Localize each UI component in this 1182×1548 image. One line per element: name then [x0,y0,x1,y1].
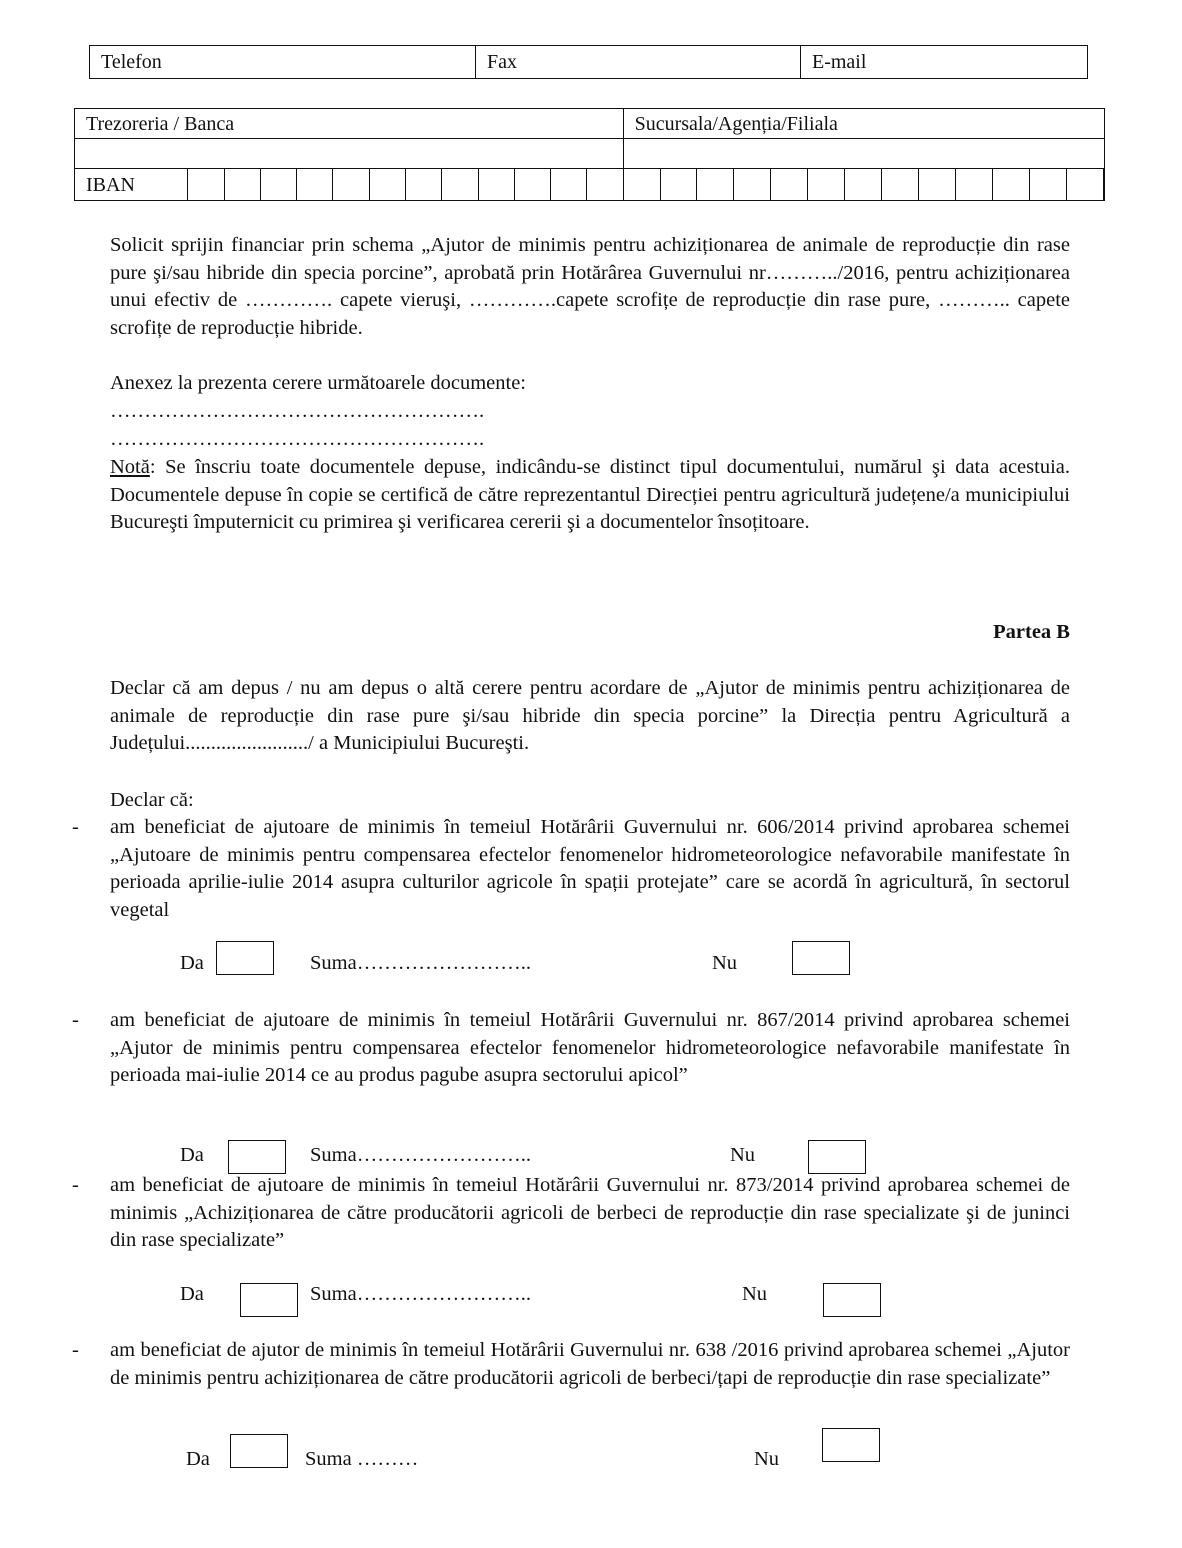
iban-cell[interactable] [992,169,1029,201]
iban-cell[interactable] [224,169,260,201]
trezoreria-field[interactable] [75,139,624,169]
annex-intro: Anexez la prezenta cerere următoarele documente: [110,372,527,394]
nu-checkbox[interactable] [792,941,850,975]
iban-cell[interactable] [808,169,845,201]
declaration-item-1: am beneficiat de ajutoare de minimis în temeiul Hotărârii Guvernului nr. 606/2014 privind aprobarea schemei „Ajutoare de minimis pentru compensarea efectelor fenomenelor hidrometeorologice nefavorabile manifestate în perioada aprilie-iulie 2014 asupra culturilor agricole în spații protejate” care se acordă în agricultură, în sectorul vegetal [110,816,1070,921]
iban-cell[interactable] [333,169,369,201]
iban-cell[interactable] [406,169,442,201]
iban-cell[interactable] [919,169,956,201]
da-checkbox[interactable] [228,1140,286,1174]
bank-table [74,108,1105,201]
iban-cell[interactable] [771,169,808,201]
bullet-dash: - [72,816,79,838]
request-paragraph: Solicit sprijin financiar prin schema „Ajutor de minimis pentru achiziționarea de animale de reproducție din rase pure şi/sau hibride din specia porcine”, aprobată prin Hotărârea Guvernului nr………../2016, pentru achiziționarea unui efectiv de …………. capete vieruşi, ………….capete scrofițe de reproducție din rase pure, ……….. capete scrofițe de reproducție hibride. [110,234,1070,339]
fax-label: Fax [476,46,801,79]
iban-cell[interactable] [1029,169,1066,201]
declaration-item-2: am beneficiat de ajutoare de minimis în temeiul Hotărârii Guvernului nr. 867/2014 privind aprobarea schemei „Ajutor de minimis pentru compensarea efectelor fenomenelor hidrometeorologice nefavorabile manifestate în perioada mai-iulie 2014 ce au produs pagube asupra sectorului apicol” [110,1009,1070,1086]
iban-cell[interactable] [956,169,993,201]
iban-cell[interactable] [514,169,550,201]
iban-cell[interactable] [660,169,697,201]
iban-cell[interactable] [845,169,882,201]
suma-field[interactable]: Suma…………………….. [310,1283,531,1305]
contact-table [89,45,1088,79]
bullet-dash: - [72,1174,79,1196]
declaration-item-3: am beneficiat de ajutoare de minimis în temeiul Hotărârii Guvernului nr. 873/2014 privind aprobarea schemei de minimis „Achiziționarea de către producătorii agricoli de berbeci de reproducție din rase specializate şi de juninci din rase specializate” [110,1174,1070,1251]
iban-cell[interactable] [1104,169,1105,201]
iban-label: IBAN [75,169,188,201]
note-label: Notă [110,456,150,478]
nu-checkbox[interactable] [822,1428,880,1462]
part-b-title: Partea B [993,621,1070,643]
declar-depus-paragraph: Declar că am depus / nu am depus o altă cerere pentru acordare de „Ajutor de minimis pentru achiziționarea de animale de reproducție din rase pure şi/sau hibride din specia porcine” la Direcția pentru Agricultură a Județului......................../ a Municipiului Bucureşti. [110,677,1070,754]
iban-cell[interactable] [297,169,333,201]
nu-label: Nu [712,952,738,974]
suma-field[interactable]: Suma…………………….. [310,1144,531,1166]
iban-cell[interactable] [260,169,296,201]
suma-field[interactable]: Suma…………………….. [310,952,531,974]
iban-cell[interactable] [442,169,478,201]
iban-cell[interactable] [882,169,919,201]
iban-cell[interactable] [697,169,734,201]
suma-field[interactable]: Suma ……… [305,1448,419,1470]
note-paragraph [110,454,1070,537]
iban-cell[interactable] [551,169,587,201]
da-label: Da [186,1448,210,1470]
nu-label: Nu [730,1144,756,1166]
sucursala-field[interactable] [623,139,1104,169]
iban-cell[interactable] [1066,169,1103,201]
iban-cell[interactable] [369,169,405,201]
iban-cell[interactable] [587,169,623,201]
telefon-label: Telefon [90,46,476,79]
da-label: Da [180,1283,204,1305]
nu-checkbox[interactable] [808,1140,866,1174]
iban-cell[interactable] [188,169,224,201]
annex-line-1[interactable]: ………………………………………………. [110,400,485,422]
nu-label: Nu [742,1283,768,1305]
nu-checkbox[interactable] [823,1283,881,1317]
da-label: Da [180,1144,204,1166]
iban-cell[interactable] [623,169,660,201]
trezoreria-label: Trezoreria / Banca [75,109,624,139]
bullet-dash: - [72,1339,79,1361]
sucursala-label: Sucursala/Agenția/Filiala [623,109,1104,139]
annex-line-2[interactable]: ………………………………………………. [110,428,485,450]
declar-ca-heading: Declar că: [110,789,194,811]
iban-cell[interactable] [478,169,514,201]
da-checkbox[interactable] [240,1283,298,1317]
da-checkbox[interactable] [230,1434,288,1468]
bullet-dash: - [72,1009,79,1031]
da-checkbox[interactable] [216,941,274,975]
email-label: E-mail [801,46,1088,79]
nu-label: Nu [754,1448,780,1470]
iban-cell[interactable] [734,169,771,201]
note-text: : Se înscriu toate documentele depuse, indicându-se distinct tipul documentului, numărul şi data acestuia. Documentele depuse în copie se certifică de către reprezentantul Direcției pentru agricultură județene/a municipiului Bucureşti împuternicit cu primirea şi verificarea cererii şi a documentelor însoțitoare. [110,456,1070,533]
da-label: Da [180,952,204,974]
declaration-item-4: am beneficiat de ajutor de minimis în temeiul Hotărârii Guvernului nr. 638 /2016 privind aprobarea schemei „Ajutor de minimis pentru achiziționarea de către producătorii agricoli de berbeci/țapi de reproducție din rase specializate” [110,1339,1070,1389]
